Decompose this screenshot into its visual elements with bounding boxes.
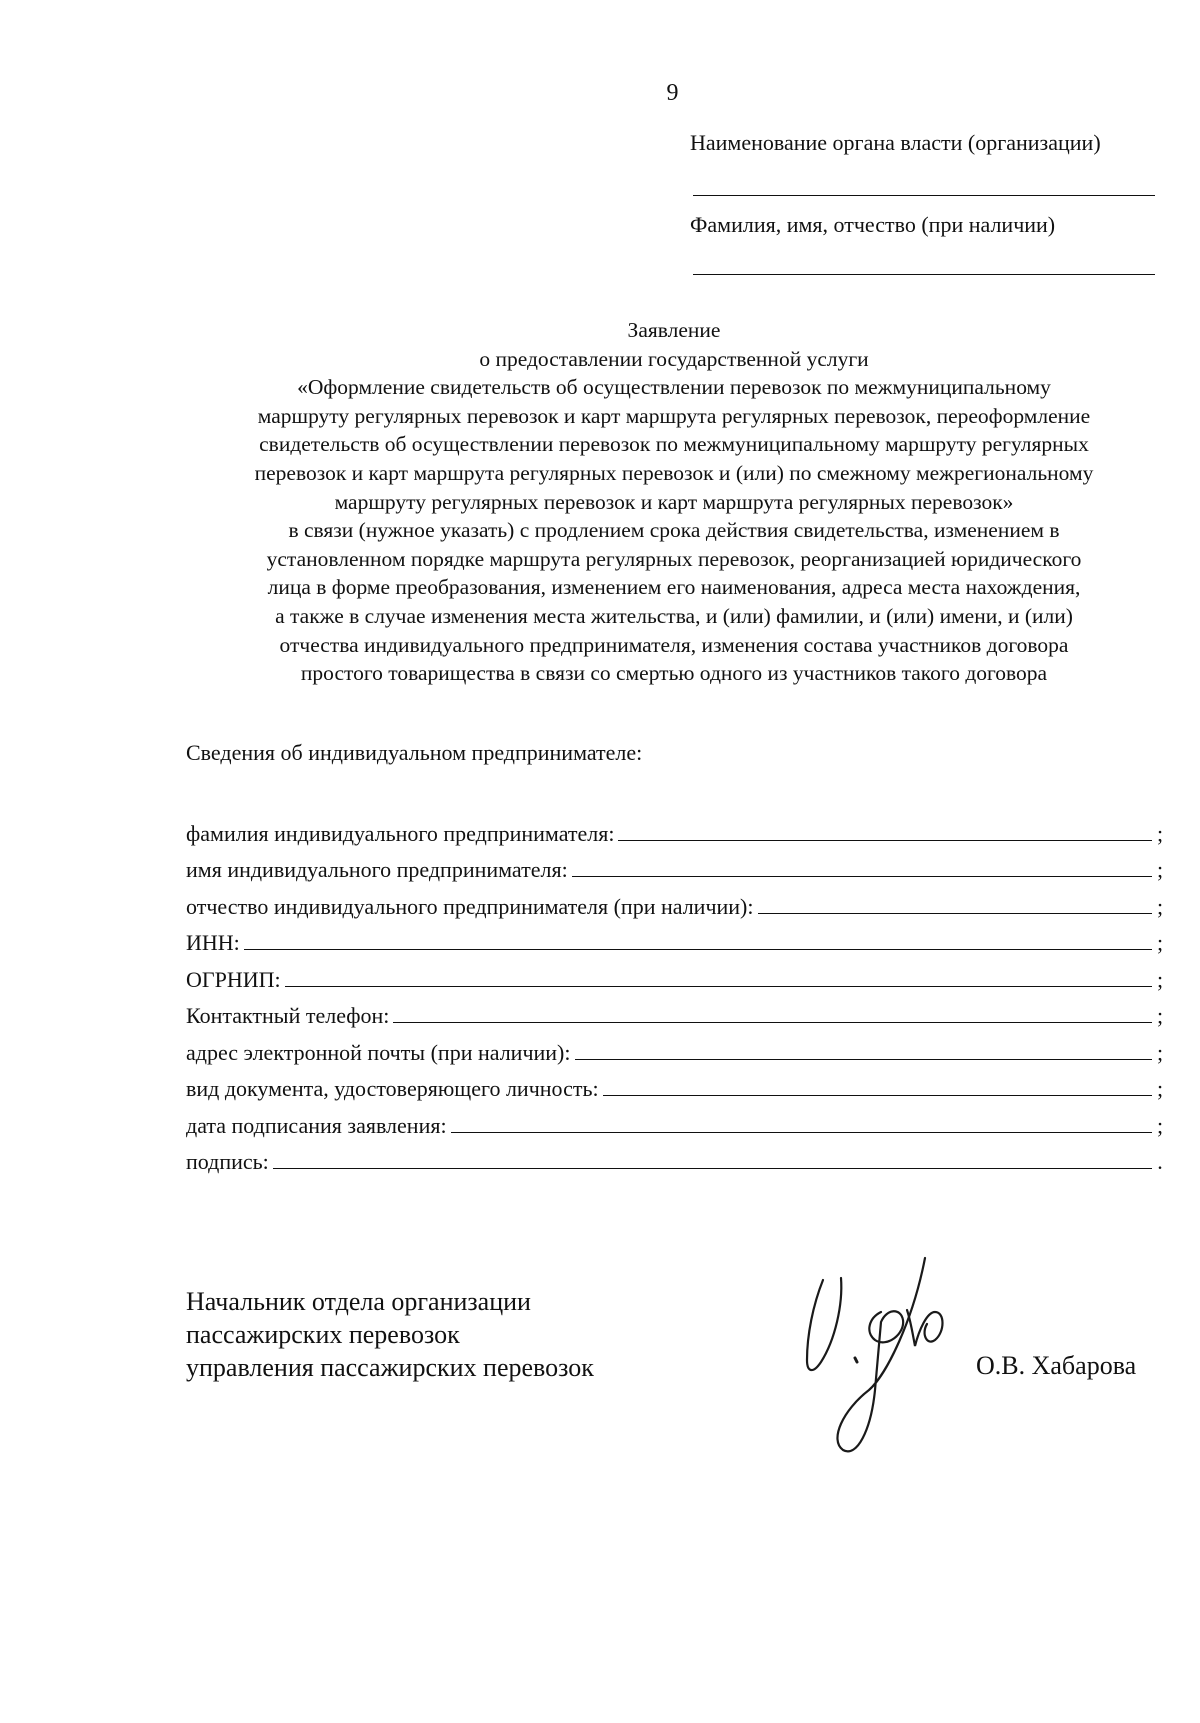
field-label: имя индивидуального предпринимателя: — [186, 857, 568, 882]
entrepreneur-fields — [186, 810, 1166, 1175]
field-terminator: ; — [1156, 1112, 1164, 1138]
patronymic-field[interactable] — [758, 891, 1153, 914]
position-line: управления пассажирских перевозок — [186, 1353, 594, 1382]
handwritten-signature — [795, 1250, 965, 1480]
field-label: дата подписания заявления: — [186, 1112, 447, 1138]
field-row-patronymic — [186, 883, 1166, 920]
title-line: перевозок и карт маршрута регулярных перевозок и (или) по смежному межрегиональному — [254, 460, 1094, 485]
title-line: «Оформление свидетельств об осуществлении перевозок по межмуниципальному — [297, 375, 1051, 400]
section-heading: Сведения об индивидуальном предпринимателе: — [186, 740, 643, 765]
field-terminator: ; — [1156, 930, 1164, 955]
surname-field[interactable] — [618, 818, 1152, 841]
signing-date-field[interactable] — [451, 1110, 1152, 1133]
field-row-surname — [186, 810, 1166, 847]
phone-field[interactable] — [393, 1000, 1152, 1023]
authority-label: Наименование органа власти (организации) — [690, 130, 1101, 155]
field-row-name — [186, 847, 1166, 884]
field-row-ogrnip — [186, 956, 1166, 993]
field-terminator: ; — [1156, 966, 1164, 992]
field-terminator: ; — [1156, 893, 1164, 919]
field-label: Контактный телефон: — [186, 1003, 390, 1028]
field-row-signature — [186, 1139, 1166, 1176]
title-line: в связи (нужное указать) с продлением срока действия свидетельства, изменением в — [288, 518, 1060, 543]
title-line: Заявление — [627, 318, 721, 342]
title-line: свидетельств об осуществлении перевозок по межмуниципальному маршруту регулярных — [259, 432, 1089, 457]
field-label: отчество индивидуального предпринимателя (при наличии): — [186, 893, 754, 919]
field-terminator: ; — [1156, 857, 1164, 882]
title-line: лица в форме преобразования, изменением его наименования, адреса места нахождения, — [267, 575, 1081, 600]
official-position — [186, 1285, 594, 1384]
field-terminator: ; — [1156, 1039, 1164, 1065]
name-field[interactable] — [572, 854, 1152, 877]
position-line: пассажирских перевозок — [186, 1320, 460, 1349]
field-row-phone — [186, 993, 1166, 1030]
addressee-block — [690, 128, 1160, 275]
field-label: подпись: — [186, 1149, 269, 1174]
person-line — [693, 274, 1155, 275]
field-label: фамилия индивидуального предпринимателя: — [186, 820, 615, 846]
page-number: 9 — [666, 80, 679, 106]
email-field[interactable] — [575, 1037, 1153, 1060]
field-terminator: . — [1157, 1149, 1163, 1174]
field-row-id-document — [186, 1066, 1166, 1103]
ogrnip-field[interactable] — [285, 964, 1152, 987]
field-terminator: ; — [1156, 1003, 1164, 1028]
authority-line — [693, 195, 1155, 196]
title-line: установленном порядке маршрута регулярных перевозок, реорганизацией юридического — [266, 546, 1082, 571]
field-label: адрес электронной почты (при наличии): — [186, 1039, 571, 1065]
field-label: ИНН: — [186, 930, 240, 955]
field-label: ОГРНИП: — [186, 966, 281, 992]
field-terminator: ; — [1156, 820, 1164, 846]
field-row-inn — [186, 920, 1166, 957]
field-terminator: ; — [1156, 1076, 1164, 1101]
title-line: простого товарищества в связи со смертью одного из участников такого договора — [300, 661, 1048, 686]
application-title — [170, 316, 1178, 688]
title-line: отчества индивидуального предпринимателя, изменения состава участников договора — [279, 632, 1069, 657]
signer-name: О.В. Хабарова — [976, 1351, 1137, 1380]
id-document-field[interactable] — [603, 1073, 1152, 1096]
title-line: о предоставлении государственной услуги — [479, 346, 869, 371]
title-line: маршруту регулярных перевозок и карт маршрута регулярных перевозок» — [334, 489, 1014, 514]
signature-field[interactable] — [273, 1146, 1152, 1169]
person-label: Фамилия, имя, отчество (при наличии) — [690, 212, 1056, 237]
inn-field[interactable] — [244, 927, 1152, 950]
position-line: Начальник отдела организации — [186, 1287, 531, 1316]
title-line: маршруту регулярных перевозок и карт маршрута регулярных перевозок, переоформление — [257, 403, 1091, 428]
field-row-signing-date — [186, 1102, 1166, 1139]
title-line: а также в случае изменения места жительства, и (или) фамилии, и (или) имени, и (или) — [275, 603, 1073, 628]
field-label: вид документа, удостоверяющего личность: — [186, 1076, 599, 1101]
field-row-email — [186, 1029, 1166, 1066]
